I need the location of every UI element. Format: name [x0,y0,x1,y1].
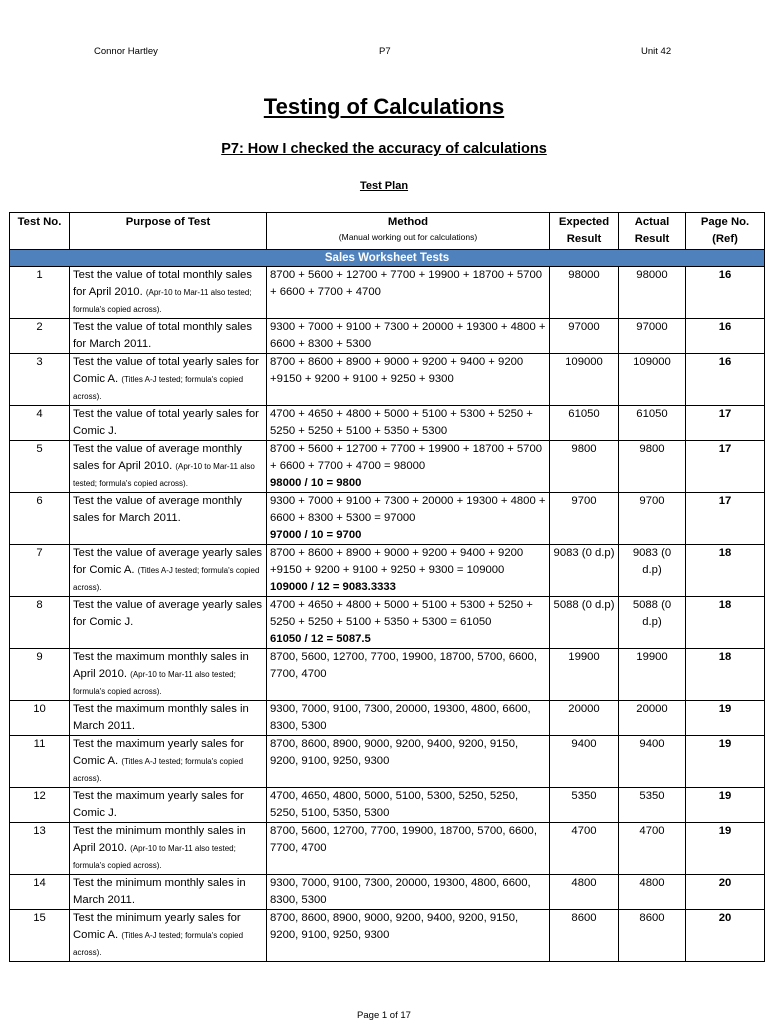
test-plan-table [9,212,765,962]
purpose-cell [70,406,267,441]
table-header-row [10,213,765,250]
expected-result: 97000 [550,319,619,354]
purpose-text: Test the value of average monthly sales for April 2010. [73,443,242,472]
page-ref: 20 [686,875,765,910]
table-row [10,701,765,736]
table-row [10,406,765,441]
purpose-cell [70,354,267,406]
actual-result: 61050 [619,406,686,441]
table-row [10,875,765,910]
table-row [10,597,765,649]
expected-result: 5350 [550,788,619,823]
purpose-cell [70,736,267,788]
table-row [10,788,765,823]
table-row [10,736,765,788]
purpose-text: Test the minimum yearly sales for Comic A. [73,912,241,941]
table-row [10,493,765,545]
page-ref: 17 [686,406,765,441]
expected-result: 5088 (0 d.p) [550,597,619,649]
page-title: Testing of Calculations [263,94,505,119]
test-number: 9 [10,649,70,701]
page-ref: 19 [686,788,765,823]
table-row [10,267,765,319]
method-result: 109000 / 12 = 9083.3333 [270,581,396,593]
purpose-cell [70,649,267,701]
expected-result: 9700 [550,493,619,545]
method-line: 9300 + 7000 + 9100 + 7300 + 20000 + 19300 + 4800 + 6600 + 8300 + 5300 = 97000 [270,495,546,524]
table-row [10,823,765,875]
purpose-note: (Titles A-J tested; formula's copied across). [73,375,244,401]
method-cell [267,441,550,493]
method-cell [267,493,550,545]
purpose-text: Test the minimum monthly sales in April 2010. [73,825,246,854]
purpose-text: Test the value of average yearly sales for Comic J. [73,599,263,628]
method-result: 97000 / 10 = 9700 [270,529,362,541]
test-number: 13 [10,823,70,875]
method-cell [267,597,550,649]
header-purpose: Purpose of Test [70,213,267,250]
actual-result: 19900 [619,649,686,701]
page-ref: 16 [686,354,765,406]
method-cell [267,319,550,354]
page-ref: 19 [686,701,765,736]
test-number: 8 [10,597,70,649]
test-number: 5 [10,441,70,493]
purpose-text: Test the maximum yearly sales for Comic J. [73,790,244,819]
section-title: Sales Worksheet Tests [10,250,765,267]
purpose-cell [70,597,267,649]
method-line: 4700, 4650, 4800, 5000, 5100, 5300, 5250, 5250, 5250, 5100, 5350, 5300 [270,790,519,819]
table-row [10,354,765,406]
purpose-note: (Apr-10 to Mar-11 also tested; formula's copied across). [73,288,252,314]
actual-result: 8600 [619,910,686,962]
actual-result: 5350 [619,788,686,823]
table-row [10,319,765,354]
method-line: 4700 + 4650 + 4800 + 5000 + 5100 + 5300 + 5250 + 5250 + 5250 + 5100 + 5350 + 5300 = 61050 [270,599,533,628]
header-author: Connor Hartley [94,46,158,57]
page-footer: Page 1 of 17 [357,1010,411,1021]
actual-result: 9083 (0 d.p) [619,545,686,597]
actual-result: 9400 [619,736,686,788]
page-ref: 16 [686,319,765,354]
test-number: 1 [10,267,70,319]
actual-result: 4800 [619,875,686,910]
method-cell [267,736,550,788]
method-result: 98000 / 10 = 9800 [270,477,362,489]
test-number: 6 [10,493,70,545]
method-line: 8700, 5600, 12700, 7700, 19900, 18700, 5700, 6600, 7700, 4700 [270,825,537,854]
method-cell [267,910,550,962]
method-line: 8700, 5600, 12700, 7700, 19900, 18700, 5700, 6600, 7700, 4700 [270,651,537,680]
test-number: 10 [10,701,70,736]
page-ref: 17 [686,493,765,545]
purpose-cell [70,875,267,910]
purpose-note: (Apr-10 to Mar-11 also tested; formula's copied across). [73,462,255,488]
page-ref: 19 [686,736,765,788]
test-number: 11 [10,736,70,788]
method-line: 8700 + 8600 + 8900 + 9000 + 9200 + 9400 + 9200 +9150 + 9200 + 9100 + 9250 + 9300 [270,356,524,385]
page-ref: 18 [686,597,765,649]
expected-result: 8600 [550,910,619,962]
header-method-note: (Manual working out for calculations) [338,232,478,242]
purpose-text: Test the maximum monthly sales in April 2010. [73,651,249,680]
page-ref: 17 [686,441,765,493]
method-cell [267,701,550,736]
purpose-note: (Titles A-J tested; formula's copied across). [73,566,260,592]
expected-result: 98000 [550,267,619,319]
method-cell [267,823,550,875]
actual-result: 109000 [619,354,686,406]
purpose-text: Test the value of total monthly sales for March 2011. [73,321,252,350]
purpose-text: Test the value of total yearly sales for Comic A. [73,356,259,385]
test-number: 15 [10,910,70,962]
purpose-cell [70,441,267,493]
purpose-text: Test the value of total yearly sales for Comic J. [73,408,259,437]
page-ref: 18 [686,649,765,701]
expected-result: 19900 [550,649,619,701]
expected-result: 4700 [550,823,619,875]
actual-result: 20000 [619,701,686,736]
header-method-label: Method [387,216,429,228]
method-line: 8700, 8600, 8900, 9000, 9200, 9400, 9200, 9150, 9200, 9100, 9250, 9300 [270,912,519,941]
header-page-code: P7 [379,46,391,57]
method-cell [267,545,550,597]
page-subtitle: P7: How I checked the accuracy of calculations [221,141,547,157]
purpose-text: Test the maximum monthly sales in March 2011. [73,703,249,732]
purpose-cell [70,319,267,354]
expected-result: 9083 (0 d.p) [550,545,619,597]
test-number: 3 [10,354,70,406]
purpose-note: (Titles A-J tested; formula's copied across). [73,757,244,783]
method-cell [267,649,550,701]
method-line: 4700 + 4650 + 4800 + 5000 + 5100 + 5300 + 5250 + 5250 + 5250 + 5100 + 5350 + 5300 [270,408,533,437]
method-result: 61050 / 12 = 5087.5 [270,633,371,645]
header-page: Page No. (Ref) [686,213,765,250]
purpose-note: (Titles A-J tested; formula's copied across). [73,931,244,957]
actual-result: 97000 [619,319,686,354]
actual-result: 4700 [619,823,686,875]
method-cell [267,354,550,406]
actual-result: 5088 (0 d.p) [619,597,686,649]
purpose-cell [70,910,267,962]
section-row [10,250,765,267]
method-line: 8700 + 5600 + 12700 + 7700 + 19900 + 18700 + 5700 + 6600 + 7700 + 4700 = 98000 [270,443,543,472]
test-number: 7 [10,545,70,597]
page-ref: 19 [686,823,765,875]
actual-result: 98000 [619,267,686,319]
purpose-text: Test the value of total monthly sales for April 2010. [73,269,252,298]
expected-result: 61050 [550,406,619,441]
actual-result: 9800 [619,441,686,493]
test-number: 2 [10,319,70,354]
purpose-cell [70,823,267,875]
method-cell [267,875,550,910]
purpose-text: Test the maximum yearly sales for Comic A. [73,738,244,767]
actual-result: 9700 [619,493,686,545]
method-cell [267,406,550,441]
method-line: 9300, 7000, 9100, 7300, 20000, 19300, 4800, 6600, 8300, 5300 [270,703,531,732]
purpose-text: Test the value of average monthly sales for March 2011. [73,495,242,524]
purpose-cell [70,701,267,736]
purpose-note: (Apr-10 to Mar-11 also tested; formula's copied across). [73,844,236,870]
expected-result: 20000 [550,701,619,736]
table-row [10,441,765,493]
test-number: 12 [10,788,70,823]
header-test-no: Test No. [10,213,70,250]
expected-result: 9400 [550,736,619,788]
purpose-cell [70,788,267,823]
method-line: 8700, 8600, 8900, 9000, 9200, 9400, 9200, 9150, 9200, 9100, 9250, 9300 [270,738,519,767]
method-cell [267,788,550,823]
header-expected: Expected Result [550,213,619,250]
purpose-cell [70,267,267,319]
test-plan-heading: Test Plan [359,180,409,192]
purpose-note: (Apr-10 to Mar-11 also tested; formula's copied across). [73,670,236,696]
table-row [10,910,765,962]
header-unit: Unit 42 [641,46,672,57]
header-method [267,213,550,250]
test-number: 14 [10,875,70,910]
expected-result: 109000 [550,354,619,406]
test-number: 4 [10,406,70,441]
purpose-text: Test the minimum monthly sales in March 2011. [73,877,246,906]
table-row [10,545,765,597]
method-cell [267,267,550,319]
expected-result: 9800 [550,441,619,493]
method-line: 8700 + 8600 + 8900 + 9000 + 9200 + 9400 + 9200 +9150 + 9200 + 9100 + 9250 + 9300 = 109000 [270,547,524,576]
page-ref: 18 [686,545,765,597]
purpose-text: Test the value of average yearly sales for Comic A. [73,547,263,576]
method-line: 8700 + 5600 + 12700 + 7700 + 19900 + 18700 + 5700 + 6600 + 7700 + 4700 [270,269,543,298]
table-row [10,649,765,701]
page-ref: 16 [686,267,765,319]
purpose-cell [70,493,267,545]
page-ref: 20 [686,910,765,962]
method-line: 9300, 7000, 9100, 7300, 20000, 19300, 4800, 6600, 8300, 5300 [270,877,531,906]
expected-result: 4800 [550,875,619,910]
header-actual: Actual Result [619,213,686,250]
purpose-cell [70,545,267,597]
method-line: 9300 + 7000 + 9100 + 7300 + 20000 + 19300 + 4800 + 6600 + 8300 + 5300 [270,321,546,350]
